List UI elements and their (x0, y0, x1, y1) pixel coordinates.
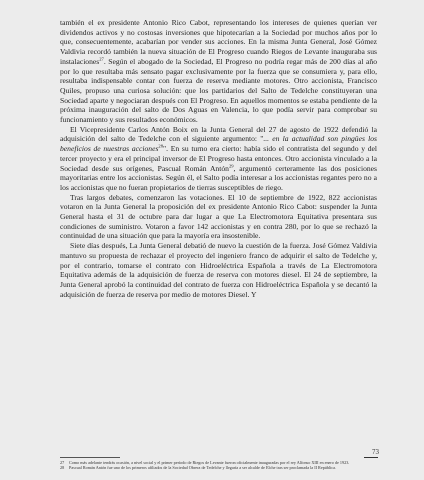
paragraph (60, 18, 377, 125)
page-number-rule (364, 457, 378, 458)
quoted-text: ... en la actualidad son pingües los beneficios de nuestras acciones (60, 134, 377, 154)
footnote-text: Como más adelante tendrás ocasión, a nivel social y el primer período de Riegos de Levante fueron oficialmente inauguradas por el rey Alfonso XIII en enero de 1923. (69, 460, 350, 465)
text-run: Siete días después, La Junta General debatió de nuevo la cuestión de la fuerza. José Gómez Valdivia mantuvo su propuesta de rechazar el proyecto del ingeniero franco de adquirir el salto de Tedelche y, por el contrario, tomarse el contrato con Hidroeléctrica Española a través de La Electromotora Equitativa además de la adquisición de fuerza de reserva con motores diesel. El 24 de septiembre, la Junta General aprobó la continuidad del contrato de fuerza con Hidroeléctrica Española y se decantó la adquisición de fuerza de reserva por medio de motores Diesel. Y (60, 241, 377, 299)
footnote-text: Pascual Román Antón fue uno de los primeros afiliados de la Sociedad Obrera de Tedelche y llegaría a ser alcalde de Elche tras ser proclamada la II República. (69, 465, 337, 471)
page-number: 73 (372, 448, 379, 456)
footnotes (60, 460, 360, 471)
footnote-reference: 28 (158, 143, 163, 149)
paragraph (60, 241, 377, 299)
paragraph (60, 125, 377, 193)
body-text (60, 18, 377, 299)
footnote-number: 28 (60, 465, 65, 471)
footnote-number: 27 (60, 460, 65, 465)
text-run: ". En su turno era cierto: había sido el contratista del segundo y del tercer proyecto y era el principal inversor de El Progreso hasta entonces. Otro accionista vinculado a la Sociedad desde sus orígenes, Pascual Román Antón (60, 144, 378, 173)
text-run: . Según el abogado de la Sociedad, El Progreso no podría regar más de 200 días al año por lo que resultaba más sensato pagar exclusivamente por la fuerza que se consumiera y, para ello, resultaba indispensable contar con fuerza de reserva mediante motores. Otro accionista, Francisco Quiles, propuso una curiosa solución: que los partidarios del Salto de Tedelche constituyeran una Sociedad aparte y negociaran después con El Progreso. En aquellos momentos se estaba pendiente de la próxima inauguración del salto de Dos Aguas en Valencia, lo que podía servir para comprobar su funcionamiento y sus resultados económicos. (60, 56, 377, 125)
footnote-reference: 27 (99, 56, 104, 62)
text-run: también el ex presidente Antonio Rico Cabot, representando los intereses de quienes querían ver dividendos activos y no costosas inversiones que hipotecarían a la Sociedad por muchos años por lo que, consecuentemente, acabarían por vender sus acciones. En la misma Junta General, José Gómez Valdivia recordó también la nueva situación de El Progreso cuando Riegos de Levante inauguraba sus instalaciones (60, 18, 377, 66)
paragraph (60, 193, 377, 242)
text-run: Tras largos debates, comenzaron las votaciones. El 10 de septiembre de 1922, 822 accionistas votaron en la Junta General la proposición del ex presidente Antonio Rico Cabot: suspender la Junta General hasta el 31 de octubre para dar lugar a que La Electromotora Equitativa presentara sus condiciones de suministro. Votaron a favor 142 accionistas y en contra 280, por lo que se rechazó la continuidad de una situación que para la mayoría era insostenible. (60, 192, 377, 241)
footnote-reference: 29 (228, 163, 234, 169)
footnote-separator (60, 457, 120, 458)
text-run: El Vicepresidente Carlos Antón Boix en la Junta General del 27 de agosto de 1922 defendió la adquisición del salto de Tedelche con el siguiente argumento: " (60, 124, 377, 144)
text-run: , argumentó certeramente las dos posiciones mayoritarias entre los accionistas. Según él, el Salto podía interesar a los accionistas regantes pero no a los accionistas que no fueran propietarios de tierras susceptibles de riego. (60, 163, 377, 192)
footnote (60, 465, 360, 470)
